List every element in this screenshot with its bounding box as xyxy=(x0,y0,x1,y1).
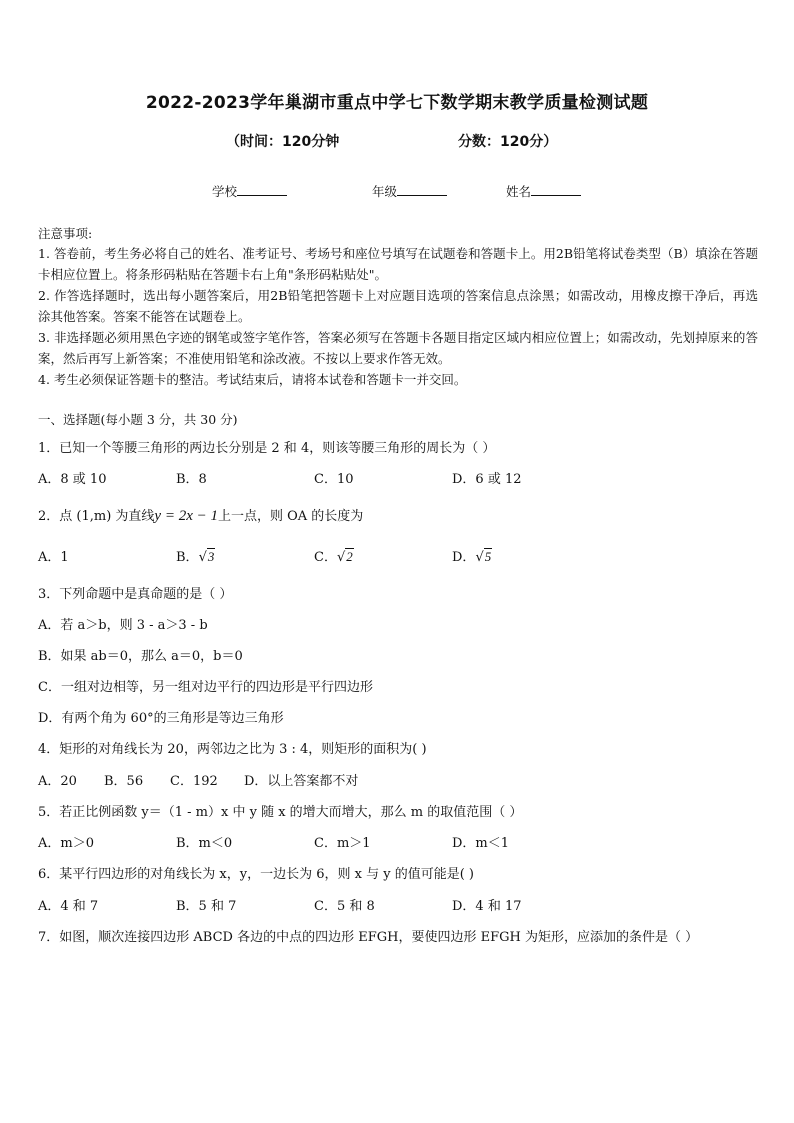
exam-time: （时间：120分钟 xyxy=(226,134,340,150)
q4-option-a[interactable]: A．20 xyxy=(38,774,77,789)
school-field xyxy=(212,182,287,200)
q6-option-b[interactable]: B．5 和 7 xyxy=(176,899,237,914)
notes-heading: 注意事项: xyxy=(38,226,93,241)
note-item: 2. 作答选择题时，选出每小题答案后，用2B铅笔把答题卡上对应题目选项的答案信息点涂黑；如需改动，用橡皮擦干净后，再选涂其他答案。答案不能答在试题卷上。 xyxy=(38,288,758,324)
name-field xyxy=(506,182,581,200)
sqrt-symbol: √3 xyxy=(198,549,215,565)
q5-option-d[interactable]: D．m＜1 xyxy=(452,836,510,851)
question-6-stem: 6．某平行四边形的对角线长为 x，y，一边长为 6，则 x 与 y 的值可能是( ) xyxy=(38,867,474,882)
q6-option-d[interactable]: D．4 和 17 xyxy=(452,899,522,914)
note-item: 4. 考生必须保证答题卡的整洁。考试结束后，请将本试卷和答题卡一并交回。 xyxy=(38,372,467,387)
q2-stem-pre: 2．点 (1,m) 为直线 xyxy=(38,509,155,524)
q2-stem-post: 上一点，则 OA 的长度为 xyxy=(217,509,364,524)
question-3-stem: 3．下列命题中是真命题的是（ ） xyxy=(38,587,233,602)
q4-option-c[interactable]: C．192 xyxy=(170,774,218,789)
q2-option-b-radicand: 3 xyxy=(207,549,215,564)
grade-label: 年级 xyxy=(372,184,398,199)
q2-option-b-label: B． xyxy=(176,550,199,565)
q2-option-b[interactable] xyxy=(176,546,215,565)
q4-option-b[interactable]: B．56 xyxy=(104,774,144,789)
school-blank[interactable] xyxy=(237,183,287,196)
q6-option-a[interactable]: A．4 和 7 xyxy=(38,899,99,914)
q2-equation: y = 2x − 1 xyxy=(154,508,218,524)
q2-option-d-label: D． xyxy=(452,550,476,565)
section-heading: 一、选择题(每小题 3 分，共 30 分) xyxy=(38,412,238,427)
q2-option-c-label: C． xyxy=(314,550,337,565)
question-5-stem: 5．若正比例函数 y＝（1 - m）x 中 y 随 x 的增大而增大，那么 m 的取值范围（ ） xyxy=(38,805,523,820)
q3-option-a[interactable]: A．若 a＞b，则 3 - a＞3 - b xyxy=(38,618,208,633)
grade-field xyxy=(372,182,447,200)
note-item: 1. 答卷前，考生务必将自己的姓名、准考证号、考场号和座位号填写在试题卷和答题卡上。用2B铅笔将试卷类型（B）填涂在答题卡相应位置上。将条形码粘贴在答题卡右上角"条形码粘贴处"。 xyxy=(38,246,758,282)
name-blank[interactable] xyxy=(531,183,581,196)
q3-option-c[interactable]: C．一组对边相等，另一组对边平行的四边形是平行四边形 xyxy=(38,680,373,695)
name-label: 姓名 xyxy=(506,184,532,199)
q2-option-c[interactable] xyxy=(314,546,354,565)
q1-option-a[interactable]: A．8 或 10 xyxy=(38,472,107,487)
question-4-stem: 4．矩形的对角线长为 20，两邻边之比为 3 : 4，则矩形的面积为( ) xyxy=(38,742,427,757)
q1-option-d[interactable]: D．6 或 12 xyxy=(452,472,522,487)
school-label: 学校 xyxy=(212,184,238,199)
exam-score: 分数：120分） xyxy=(458,134,558,150)
sqrt-symbol: √2 xyxy=(336,549,353,565)
exam-title: 2022-2023学年巢湖市重点中学七下数学期末教学质量检测试题 xyxy=(145,93,649,113)
q5-option-a[interactable]: A．m＞0 xyxy=(38,836,94,851)
q5-option-c[interactable]: C．m＞1 xyxy=(314,836,371,851)
q1-option-c[interactable]: C．10 xyxy=(314,472,354,487)
question-7-stem: 7．如图，顺次连接四边形 ABCD 各边的中点的四边形 EFGH，要使四边形 EFGH 为矩形，应添加的条件是（ ） xyxy=(38,930,699,945)
q2-option-a[interactable]: A．1 xyxy=(38,550,69,565)
question-1-stem: 1．已知一个等腰三角形的两边长分别是 2 和 4，则该等腰三角形的周长为（ ） xyxy=(38,441,496,456)
grade-blank[interactable] xyxy=(397,183,447,196)
q4-option-d[interactable]: D．以上答案都不对 xyxy=(244,774,359,789)
q6-option-c[interactable]: C．5 和 8 xyxy=(314,899,375,914)
q3-option-b[interactable]: B．如果 ab＝0，那么 a＝0，b＝0 xyxy=(38,649,243,664)
q1-option-b[interactable]: B．8 xyxy=(176,472,207,487)
question-2-stem xyxy=(38,505,363,525)
q3-option-d[interactable]: D．有两个角为 60°的三角形是等边三角形 xyxy=(38,711,284,726)
note-item: 3. 非选择题必须用黑色字迹的钢笔或签字笔作答，答案必须写在答题卡各题目指定区域内相应位置上；如需改动，先划掉原来的答案，然后再写上新答案；不准使用铅笔和涂改液。不按以上要求作答无效。 xyxy=(38,330,758,366)
q2-option-d-radicand: 5 xyxy=(484,549,492,564)
q2-option-d[interactable] xyxy=(452,546,492,565)
q2-option-c-radicand: 2 xyxy=(346,549,353,564)
q5-option-b[interactable]: B．m＜0 xyxy=(176,836,233,851)
sqrt-symbol: √5 xyxy=(475,549,492,565)
